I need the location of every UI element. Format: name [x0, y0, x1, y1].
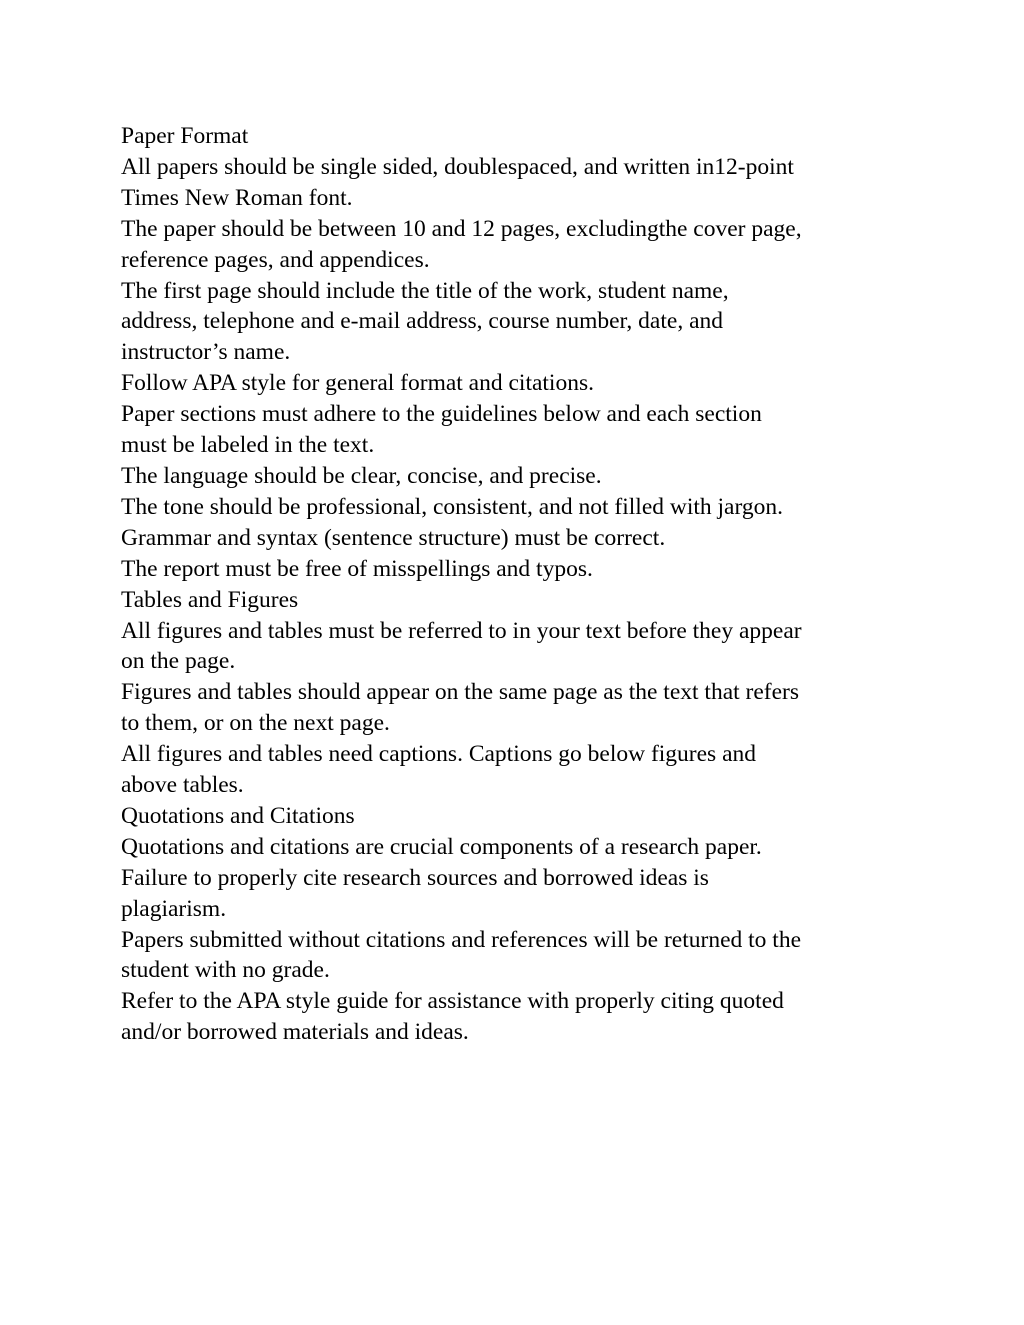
text-line: The first page should include the title of the work, student name,: [121, 277, 729, 304]
document-body: [121, 121, 911, 1048]
text-line: The paper should be between 10 and 12 pages, excludingthe cover page,: [121, 215, 802, 242]
text-line: Quotations and citations are crucial components of a research paper.: [121, 833, 762, 860]
text-line: instructor’s name.: [121, 339, 291, 366]
text-line: The report must be free of misspellings and typos.: [121, 555, 593, 582]
section-heading-tables-and-figures: Tables and Figures: [121, 586, 299, 613]
text-line: Paper sections must adhere to the guidelines below and each section: [121, 401, 762, 428]
text-line: All figures and tables must be referred to in your text before they appear: [121, 617, 802, 644]
text-line: Papers submitted without citations and references will be returned to the: [121, 926, 801, 953]
text-line: plagiarism.: [121, 895, 227, 922]
text-line: reference pages, and appendices.: [121, 246, 430, 273]
text-line: address, telephone and e-mail address, course number, date, and: [121, 308, 724, 335]
text-line: All papers should be single sided, doublespaced, and written in12-point: [121, 153, 794, 180]
section-heading-quotations-and-citations: Quotations and Citations: [121, 802, 355, 829]
text-line: above tables.: [121, 772, 244, 799]
text-line: Times New Roman font.: [121, 184, 353, 211]
text-line: The tone should be professional, consistent, and not filled with jargon.: [121, 493, 784, 520]
text-line: All figures and tables need captions. Captions go below figures and: [121, 741, 757, 768]
text-line: Follow APA style for general format and citations.: [121, 370, 594, 397]
text-line: Grammar and syntax (sentence structure) must be correct.: [121, 524, 666, 551]
section-heading-paper-format: Paper Format: [121, 123, 249, 149]
text-line: on the page.: [121, 648, 236, 675]
text-line: to them, or on the next page.: [121, 710, 390, 737]
text-line: Figures and tables should appear on the same page as the text that refers: [121, 679, 800, 706]
text-line: student with no grade.: [121, 957, 330, 984]
text-line: The language should be clear, concise, and precise.: [121, 462, 602, 489]
text-line: Failure to properly cite research sources and borrowed ideas is: [121, 864, 709, 891]
text-line: must be labeled in the text.: [121, 432, 375, 459]
text-line: Refer to the APA style guide for assistance with properly citing quoted: [121, 988, 784, 1015]
text-line: and/or borrowed materials and ideas.: [121, 1019, 469, 1046]
